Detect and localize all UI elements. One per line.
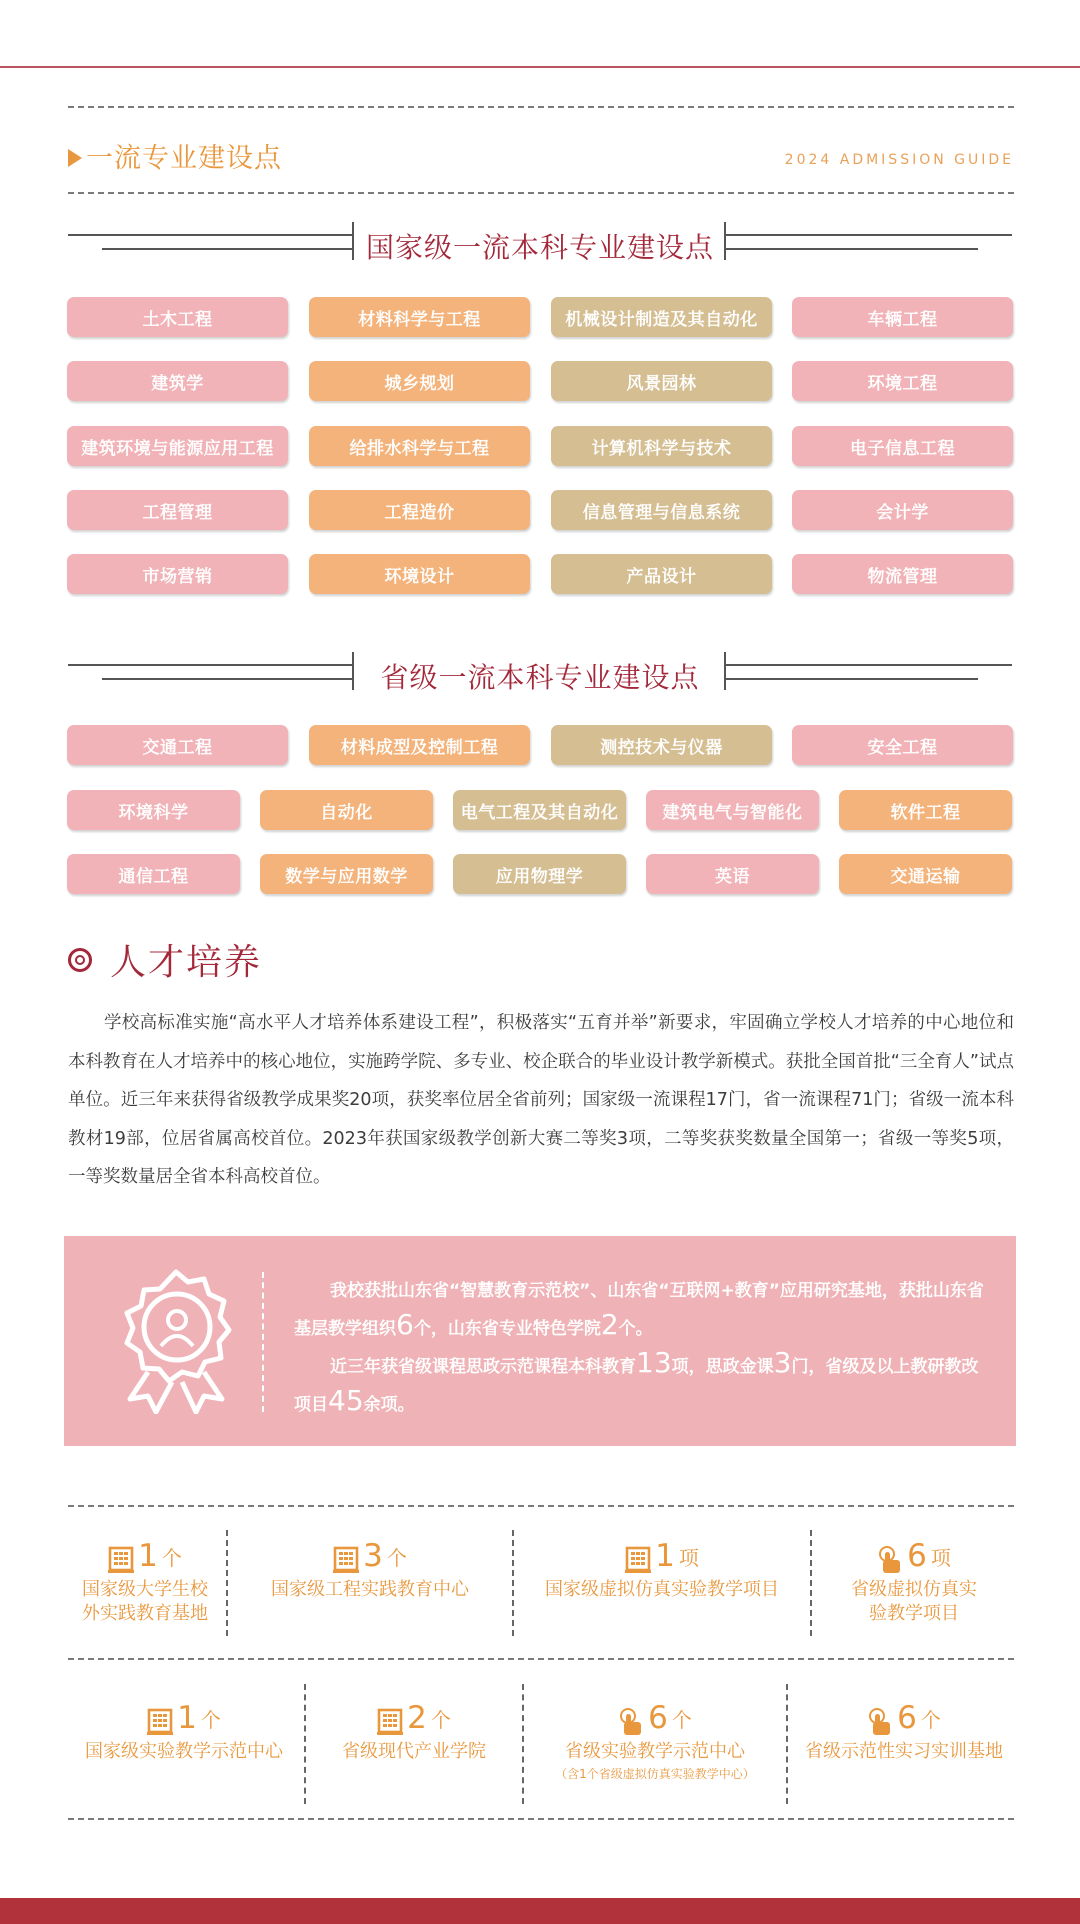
talent-section-title: 人才培养 — [68, 934, 262, 985]
major-chip: 机械设计制造及其自动化 — [551, 297, 772, 337]
major-chip: 建筑电气与智能化 — [646, 790, 819, 830]
stat-item: 1 项 国家级虚拟仿真实验教学项目 — [545, 1538, 779, 1600]
major-chip: 数学与应用数学 — [260, 854, 433, 894]
touch-icon — [867, 1708, 893, 1736]
dashed-divider — [68, 1818, 1014, 1820]
major-chip: 建筑学 — [67, 361, 288, 401]
major-chip: 土木工程 — [67, 297, 288, 337]
stat-item: 6 项 省级虚拟仿真实 验教学项目 — [851, 1538, 977, 1624]
major-chip: 交通运输 — [839, 854, 1012, 894]
top-rule — [0, 66, 1080, 68]
national-title: 国家级一流本科专业建设点 — [365, 231, 714, 264]
touch-icon — [877, 1546, 903, 1574]
section-title: 一流专业建设点 — [68, 136, 282, 175]
major-chip: 英语 — [646, 854, 819, 894]
dashed-divider — [68, 1505, 1014, 1507]
major-chip: 城乡规划 — [309, 361, 530, 401]
touch-icon — [618, 1708, 644, 1736]
major-chip: 环境科学 — [67, 790, 240, 830]
stat-item: 3 个 国家级工程实践教育中心 — [271, 1538, 469, 1600]
admission-guide-label: 2024 ADMISSION GUIDE — [784, 152, 1014, 168]
major-chip: 材料成型及控制工程 — [309, 725, 530, 765]
provincial-title: 省级一流本科专业建设点 — [380, 661, 700, 694]
major-chip: 工程管理 — [67, 490, 288, 530]
vertical-divider — [304, 1684, 306, 1804]
dashed-divider — [68, 192, 1014, 194]
major-chip: 应用物理学 — [453, 854, 626, 894]
stat-item: 1 个 国家级大学生校 外实践教育基地 — [82, 1538, 208, 1624]
major-chip: 环境设计 — [309, 554, 530, 594]
stat-item: 6 个 省级示范性实习实训基地 — [805, 1700, 1003, 1762]
provincial-banner — [0, 652, 1080, 702]
dashed-divider — [262, 1272, 264, 1412]
major-chip: 市场营销 — [67, 554, 288, 594]
highlight-text: 我校获批山东省“智慧教育示范校”、山东省“互联网+教育”应用研究基地，获批山东省基层教学组织6个，山东省专业特色学院2个。 近三年获省级课程思政示范课程本科教育13项，思政金课3门，省级及以上教研教改项目45余项。 — [294, 1281, 984, 1417]
major-chip: 安全工程 — [792, 725, 1013, 765]
major-chip: 自动化 — [260, 790, 433, 830]
major-chip: 信息管理与信息系统 — [551, 490, 772, 530]
national-banner — [0, 222, 1080, 272]
vertical-divider — [512, 1530, 514, 1636]
major-chip: 建筑环境与能源应用工程 — [67, 426, 288, 466]
major-chip: 会计学 — [792, 490, 1013, 530]
dashed-divider — [68, 106, 1014, 108]
stat-item: 1 个 国家级实验教学示范中心 — [85, 1700, 283, 1762]
major-chip: 环境工程 — [792, 361, 1013, 401]
stat-item: 6 个 省级实验教学示范中心 （含1个省级虚拟仿真实验教学中心） — [555, 1700, 755, 1781]
vertical-divider — [522, 1684, 524, 1804]
building-icon — [377, 1708, 403, 1736]
major-chip: 交通工程 — [67, 725, 288, 765]
highlight-box — [64, 1236, 1016, 1446]
stat-item: 2 个 省级现代产业学院 — [342, 1700, 486, 1762]
talent-paragraph: 学校高标准实施“高水平人才培养体系建设工程”，积极落实“五育并举”新要求，牢固确立学校人才培养的中心地位和本科教育在人才培养中的核心地位，实施跨学院、多专业、校企联合的毕业设计教学新模式。获批全国首批“三全育人”试点单位。近三年来获得省级教学成果奖20项，获奖率位居全省前列；国家级一流课程17门，省一流课程71门；省级一流本科教材19部，位居省属高校首位。2023年获国家级教学创新大赛二等奖3项，二等奖获奖数量全国第一；省级一等奖5项，一等奖数量居全省本科高校首位。 — [68, 1013, 1014, 1187]
vertical-divider — [810, 1530, 812, 1636]
bottom-bar — [0, 1898, 1080, 1924]
major-chip: 工程造价 — [309, 490, 530, 530]
major-chip: 风景园林 — [551, 361, 772, 401]
major-chip: 计算机科学与技术 — [551, 426, 772, 466]
target-icon — [68, 948, 92, 972]
building-icon — [625, 1546, 651, 1574]
vertical-divider — [226, 1530, 228, 1636]
major-chip: 车辆工程 — [792, 297, 1013, 337]
major-chip: 电子信息工程 — [792, 426, 1013, 466]
major-chip: 软件工程 — [839, 790, 1012, 830]
major-chip: 材料科学与工程 — [309, 297, 530, 337]
award-medal-icon — [116, 1264, 236, 1414]
major-chip: 通信工程 — [67, 854, 240, 894]
major-chip: 物流管理 — [792, 554, 1013, 594]
major-chip: 产品设计 — [551, 554, 772, 594]
vertical-divider — [786, 1684, 788, 1804]
building-icon — [333, 1546, 359, 1574]
triangle-icon — [68, 149, 82, 167]
major-chip: 测控技术与仪器 — [551, 725, 772, 765]
major-chip: 给排水科学与工程 — [309, 426, 530, 466]
major-chip: 电气工程及其自动化 — [453, 790, 626, 830]
dashed-divider — [68, 1658, 1014, 1660]
building-icon — [147, 1708, 173, 1736]
building-icon — [108, 1546, 134, 1574]
